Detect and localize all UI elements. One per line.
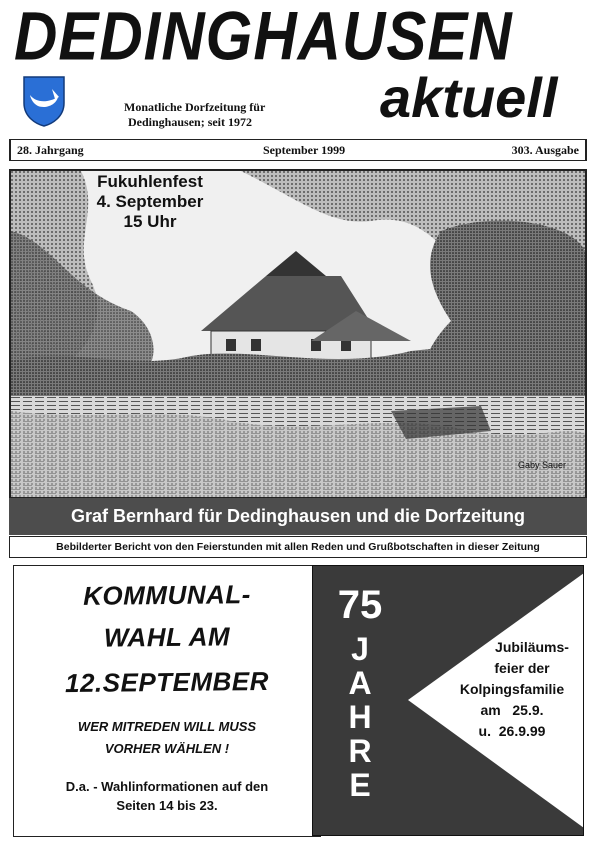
event-name: Fukuhlenfest xyxy=(97,172,203,191)
event-time: 15 Uhr xyxy=(123,212,177,231)
issue-number: 303. Ausgabe xyxy=(511,143,579,157)
masthead-tagline xyxy=(124,100,265,130)
election-info-1: D.a. - Wahlinformationen auf den xyxy=(65,779,269,794)
anniversary-text xyxy=(438,637,586,742)
photo-credit: Gaby Sauer xyxy=(518,460,567,470)
election-line-1: KOMMUNAL- xyxy=(83,579,251,611)
tagline-line-2: Dedinghausen; seit 1972 xyxy=(128,115,253,129)
anniversary-text-4: am 25.9. xyxy=(480,702,544,718)
masthead-subtitle: aktuell xyxy=(380,66,558,129)
anniversary-text-3: Kolpingsfamilie xyxy=(459,681,565,697)
anniversary-letters xyxy=(312,632,408,802)
election-slogan-2: VORHER WÄHLEN ! xyxy=(104,741,230,756)
tagline-line-1: Monatliche Dorfzeitung für xyxy=(124,100,266,114)
anniversary-text-1: Jubiläums- xyxy=(495,639,569,655)
event-date: 4. September xyxy=(96,192,204,211)
letter-r: R xyxy=(348,733,372,769)
election-info-2: Seiten 14 bis 23. xyxy=(116,798,218,813)
town-crest-icon xyxy=(22,75,66,127)
issue-date: September 1999 xyxy=(263,143,346,157)
volume-label: 28. Jahrgang xyxy=(17,143,84,157)
letter-h: H xyxy=(348,699,372,735)
letter-j: J xyxy=(351,631,369,667)
anniversary-number: 75 xyxy=(337,583,383,627)
election-line-2: WAHL AM xyxy=(103,621,231,653)
headline-banner: Graf Bernhard für Dedinghausen und die Dorfzeitung xyxy=(9,498,587,535)
letter-a: A xyxy=(348,665,372,701)
letter-e: E xyxy=(349,767,371,803)
election-line-3: 12.SEPTEMBER xyxy=(64,665,270,699)
issue-info-bar xyxy=(9,139,587,161)
election-slogan-1: WER MITREDEN WILL MUSS xyxy=(77,719,257,734)
anniversary-text-2: feier der xyxy=(494,660,550,676)
anniversary-text-5: u. 26.9.99 xyxy=(478,723,546,739)
masthead-title: DEDINGHAUSEN xyxy=(14,0,513,75)
event-announcement xyxy=(60,172,240,232)
subheadline: Bebilderter Bericht von den Feierstunden mit allen Reden und Grußbotschaften in dieser Zeitung xyxy=(9,536,587,558)
